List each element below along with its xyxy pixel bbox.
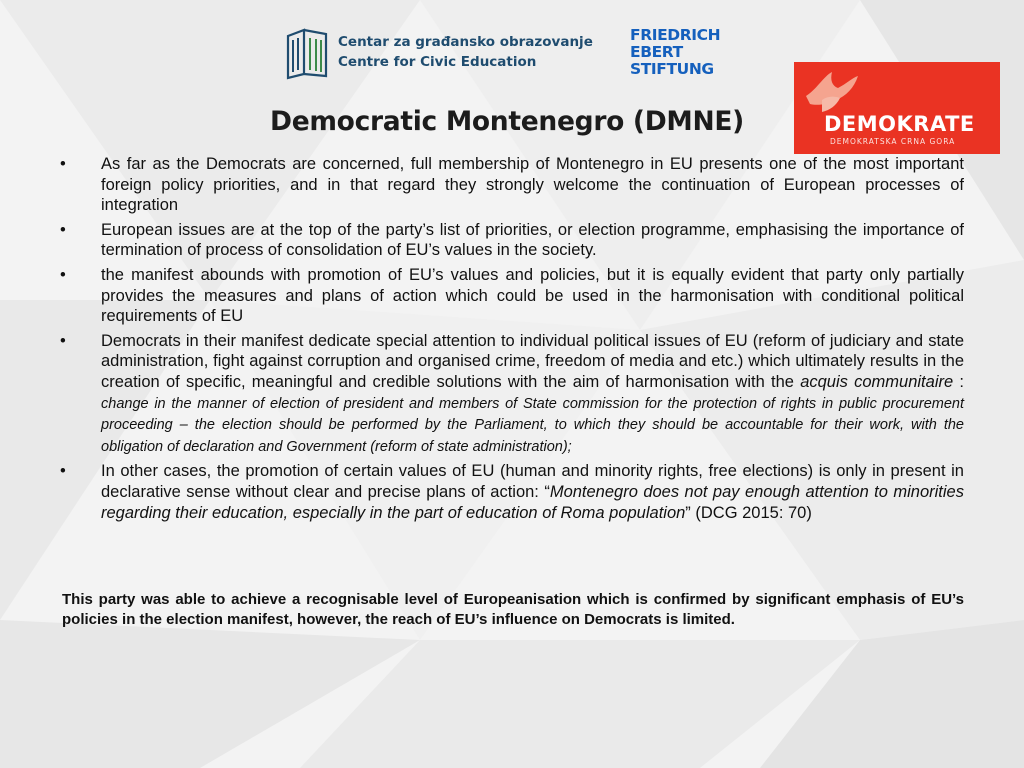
cgo-logo	[282, 26, 593, 82]
bullet-item	[60, 461, 964, 523]
quotation: Montenegro does not pay enough attention to minorities regarding their education, especially in the part of education of Roma population	[101, 482, 964, 522]
bullet-text: As far as the Democrats are concerned, full membership of Montenegro in EU presents one of the most important foreign policy priorities, and in that regard they strongly welcome the continuation of European processes of integration	[101, 155, 964, 215]
demokrate-logo	[794, 62, 1000, 154]
bullet-text	[101, 461, 964, 523]
bullet-icon: •	[60, 155, 66, 173]
bullet-text-part: In other cases, the promotion of certain values of EU (human and minority rights, free elections) is only in present in declarative sense without clear and precise plans of action: “	[101, 462, 964, 501]
bullet-item	[60, 331, 964, 458]
book-shelf-icon	[282, 26, 332, 80]
dove-icon	[802, 66, 862, 118]
conclusion-text: This party was able to achieve a recognisable level of Europeanisation which is confirmed by significant emphasis of EU’s policies in the election manifest, however, the reach of EU’s influence on Democrats is limited.	[62, 591, 964, 628]
quoted-proposal: change in the manner of election of president and members of State commission for the protection of rights in public procurement proceeding – the election should be performed by the Parliament, to which they should be accountable for their work, with the obligation of declaration and Government (reform of state administration);	[101, 395, 964, 455]
bullet-text: European issues are at the top of the party’s list of priorities, or election programme, emphasising the importance of termination of process of consolidation of EU’s values in the society.	[101, 220, 964, 260]
latin-term: acquis communitaire	[800, 372, 954, 391]
demokrate-subtitle: DEMOKRATSKA CRNA GORA	[830, 137, 956, 146]
fes-logo	[630, 27, 742, 81]
cgo-name	[338, 32, 593, 72]
citation: ” (DCG 2015: 70)	[685, 503, 812, 522]
fes-line-1: FRIEDRICH	[630, 26, 721, 44]
bullet-item	[60, 154, 964, 216]
slide-title: Democratic Montenegro (DMNE)	[270, 106, 744, 137]
bullet-icon: •	[60, 265, 66, 284]
bullet-icon: •	[60, 462, 66, 481]
bullet-text	[101, 331, 964, 458]
bullet-text-part: :	[953, 372, 965, 391]
cgo-line-1: Centar za građansko obrazovanje	[338, 34, 593, 50]
bullet-text: the manifest abounds with promotion of EU’s values and policies, but it is equally evident that party only partially provides the measures and plans of action which could be used in the harmonisation with conditional political requirements of EU	[101, 265, 964, 326]
bullet-text-part: Democrats in their manifest dedicate special attention to individual political issues of EU (reform of judiciary and state administration, fight against corruption and organised crime, freedom of media and etc.) which ultimately results in the creation of specific, meaningful and credible solutions with the aim of harmonisation with the	[101, 331, 964, 391]
bullet-icon: •	[60, 331, 66, 350]
fes-line-3: STIFTUNG	[630, 60, 714, 78]
bullet-list	[60, 154, 964, 527]
bullet-icon: •	[60, 220, 66, 239]
cgo-line-2: Centre for Civic Education	[338, 54, 537, 70]
demokrate-wordmark: DEMOKRATE	[824, 112, 975, 136]
bullet-item	[60, 265, 964, 327]
bullet-item	[60, 220, 964, 261]
fes-line-2: EBERT	[630, 43, 683, 61]
